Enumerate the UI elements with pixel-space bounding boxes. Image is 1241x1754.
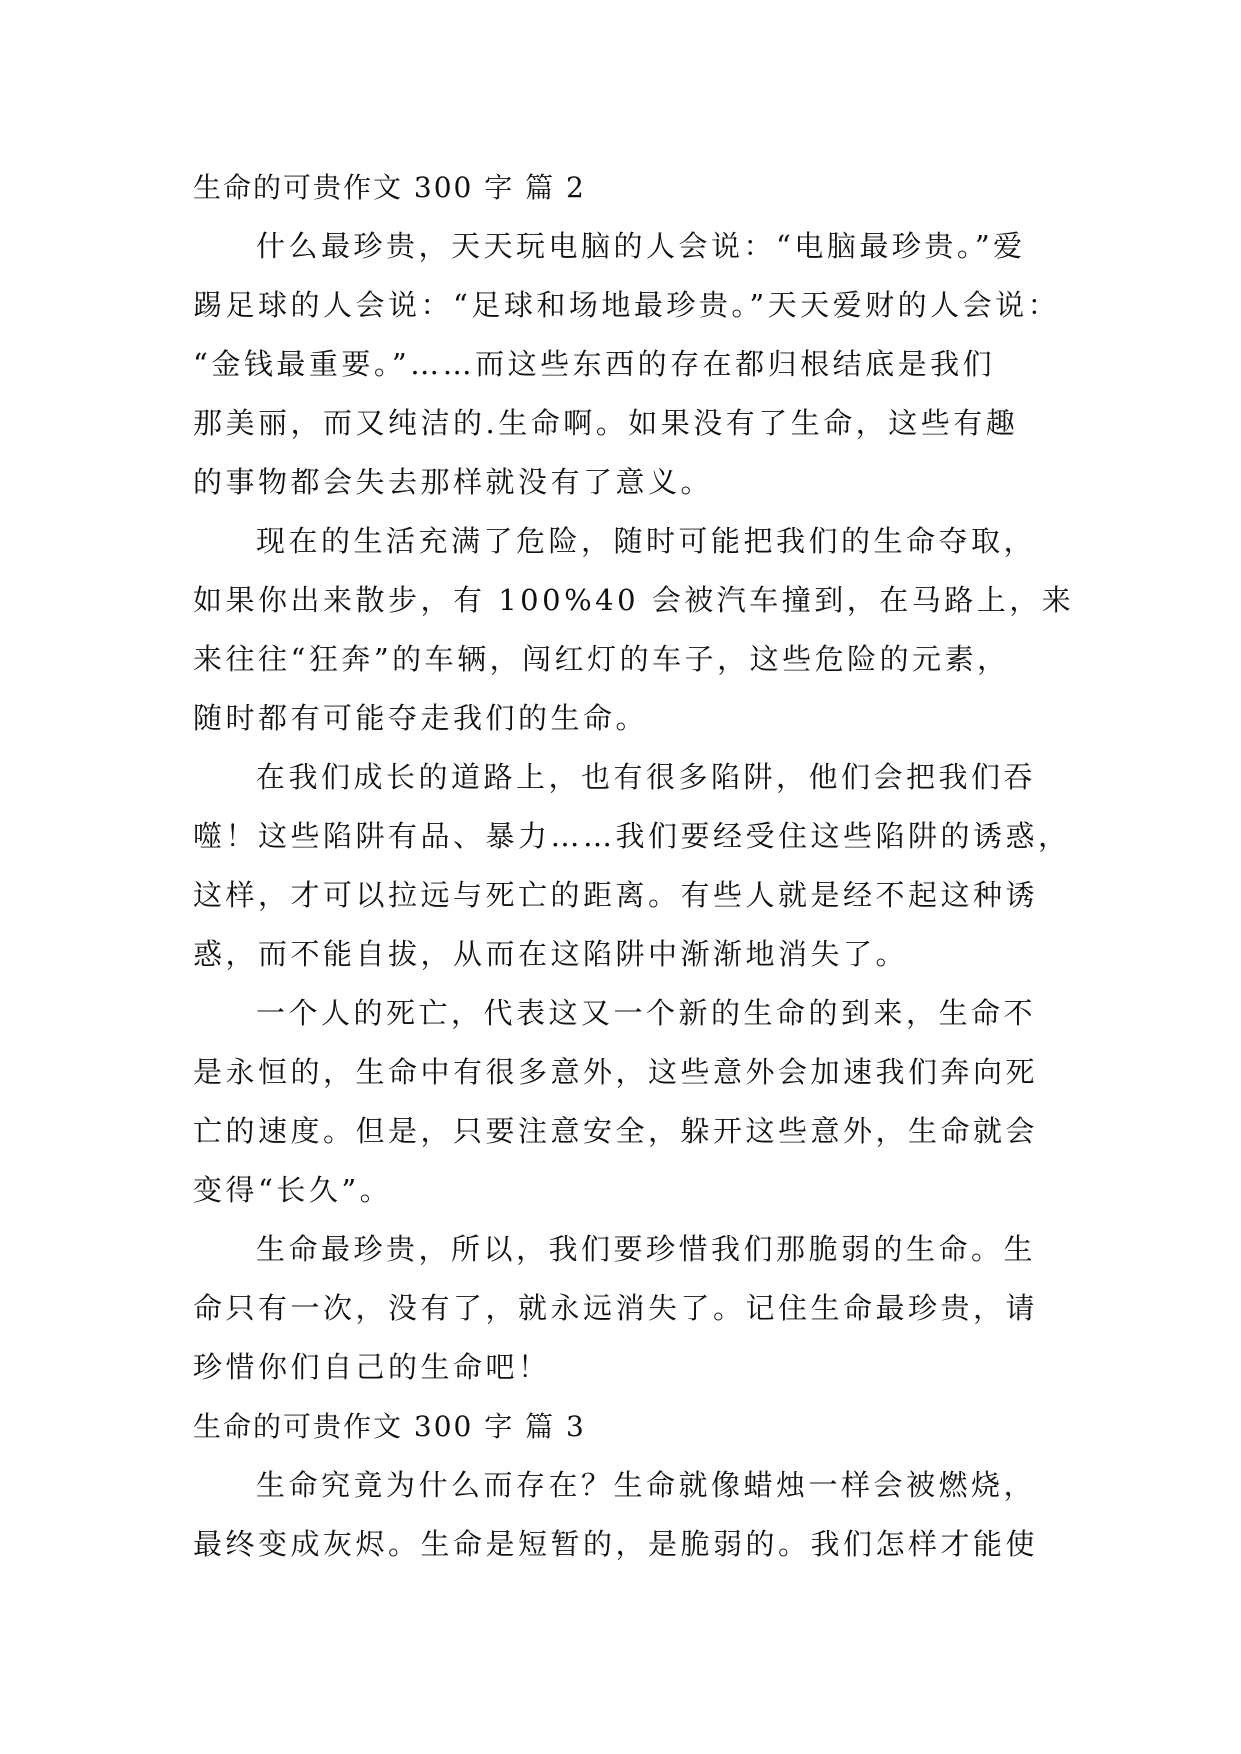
paragraph-line: 的事物都会失去那样就没有了意义。	[193, 465, 714, 499]
paragraph-line: 变得“长久”。	[193, 1173, 393, 1207]
paragraph-line: 一个人的死亡，代表这又一个新的生命的到来，生命不	[256, 996, 1037, 1030]
paragraph-line: 什么最珍贵，天天玩电脑的人会说：“电脑最珍贵。”爱	[256, 229, 1026, 263]
paragraph-line: 亡的速度。但是，只要注意安全，躲开这些意外，生命就会	[193, 1114, 1039, 1148]
paragraph-line: 珍惜你们自己的生命吧！	[193, 1350, 551, 1384]
paragraph	[193, 748, 1071, 984]
paragraph-line: 噬！这些陷阱有品、暴力……我们要经受住这些陷阱的诱惑，	[193, 819, 1071, 853]
section-heading: 生命的可贵作文 300 字 篇 3	[193, 1410, 586, 1443]
paragraph-line: 在我们成长的道路上，也有很多陷阱，他们会把我们吞	[256, 760, 1037, 794]
document-body	[193, 158, 1075, 1574]
paragraph	[193, 217, 1061, 512]
paragraph	[193, 1220, 1055, 1397]
paragraph	[193, 512, 1075, 748]
section-heading: 生命的可贵作文 300 字 篇 2	[193, 171, 586, 204]
paragraph-line: 命只有一次，没有了，就永远消失了。记住生命最珍贵，请	[193, 1291, 1039, 1325]
paragraph-line: 随时都有可能夺走我们的生命。	[193, 701, 649, 735]
paragraph-line: 踢足球的人会说：“足球和场地最珍贵。”天天爱财的人会说：	[193, 288, 1061, 322]
paragraph-line: 如果你出来散步，有 100%40 会被汽车撞到，在马路上，来	[193, 583, 1075, 617]
paragraph	[193, 984, 1055, 1220]
paragraph-line: “金钱最重要。”……而这些东西的存在都归根结底是我们	[193, 347, 996, 381]
paragraph-line: 生命最珍贵，所以，我们要珍惜我们那脆弱的生命。生	[256, 1232, 1037, 1266]
paragraph-line: 是永恒的，生命中有很多意外，这些意外会加速我们奔向死	[193, 1055, 1039, 1089]
paragraph-line: 惑，而不能自拔，从而在这陷阱中渐渐地消失了。	[193, 937, 909, 971]
paragraph-line: 这样，才可以拉远与死亡的距离。有些人就是经不起这种诱	[193, 878, 1039, 912]
paragraph	[193, 1456, 1055, 1574]
paragraph-line: 来往往“狂奔”的车辆，闯红灯的车子，这些危险的元素，	[193, 642, 1010, 676]
paragraph-line: 生命究竟为什么而存在？生命就像蜡烛一样会被燃烧，	[256, 1468, 1037, 1502]
paragraph-line: 那美丽，而又纯洁的.生命啊。如果没有了生命，这些有趣	[193, 406, 1019, 440]
paragraph-line: 现在的生活充满了危险，随时可能把我们的生命夺取，	[256, 524, 1037, 558]
paragraph-line: 最终变成灰烬。生命是短暂的，是脆弱的。我们怎样才能使	[193, 1527, 1039, 1561]
